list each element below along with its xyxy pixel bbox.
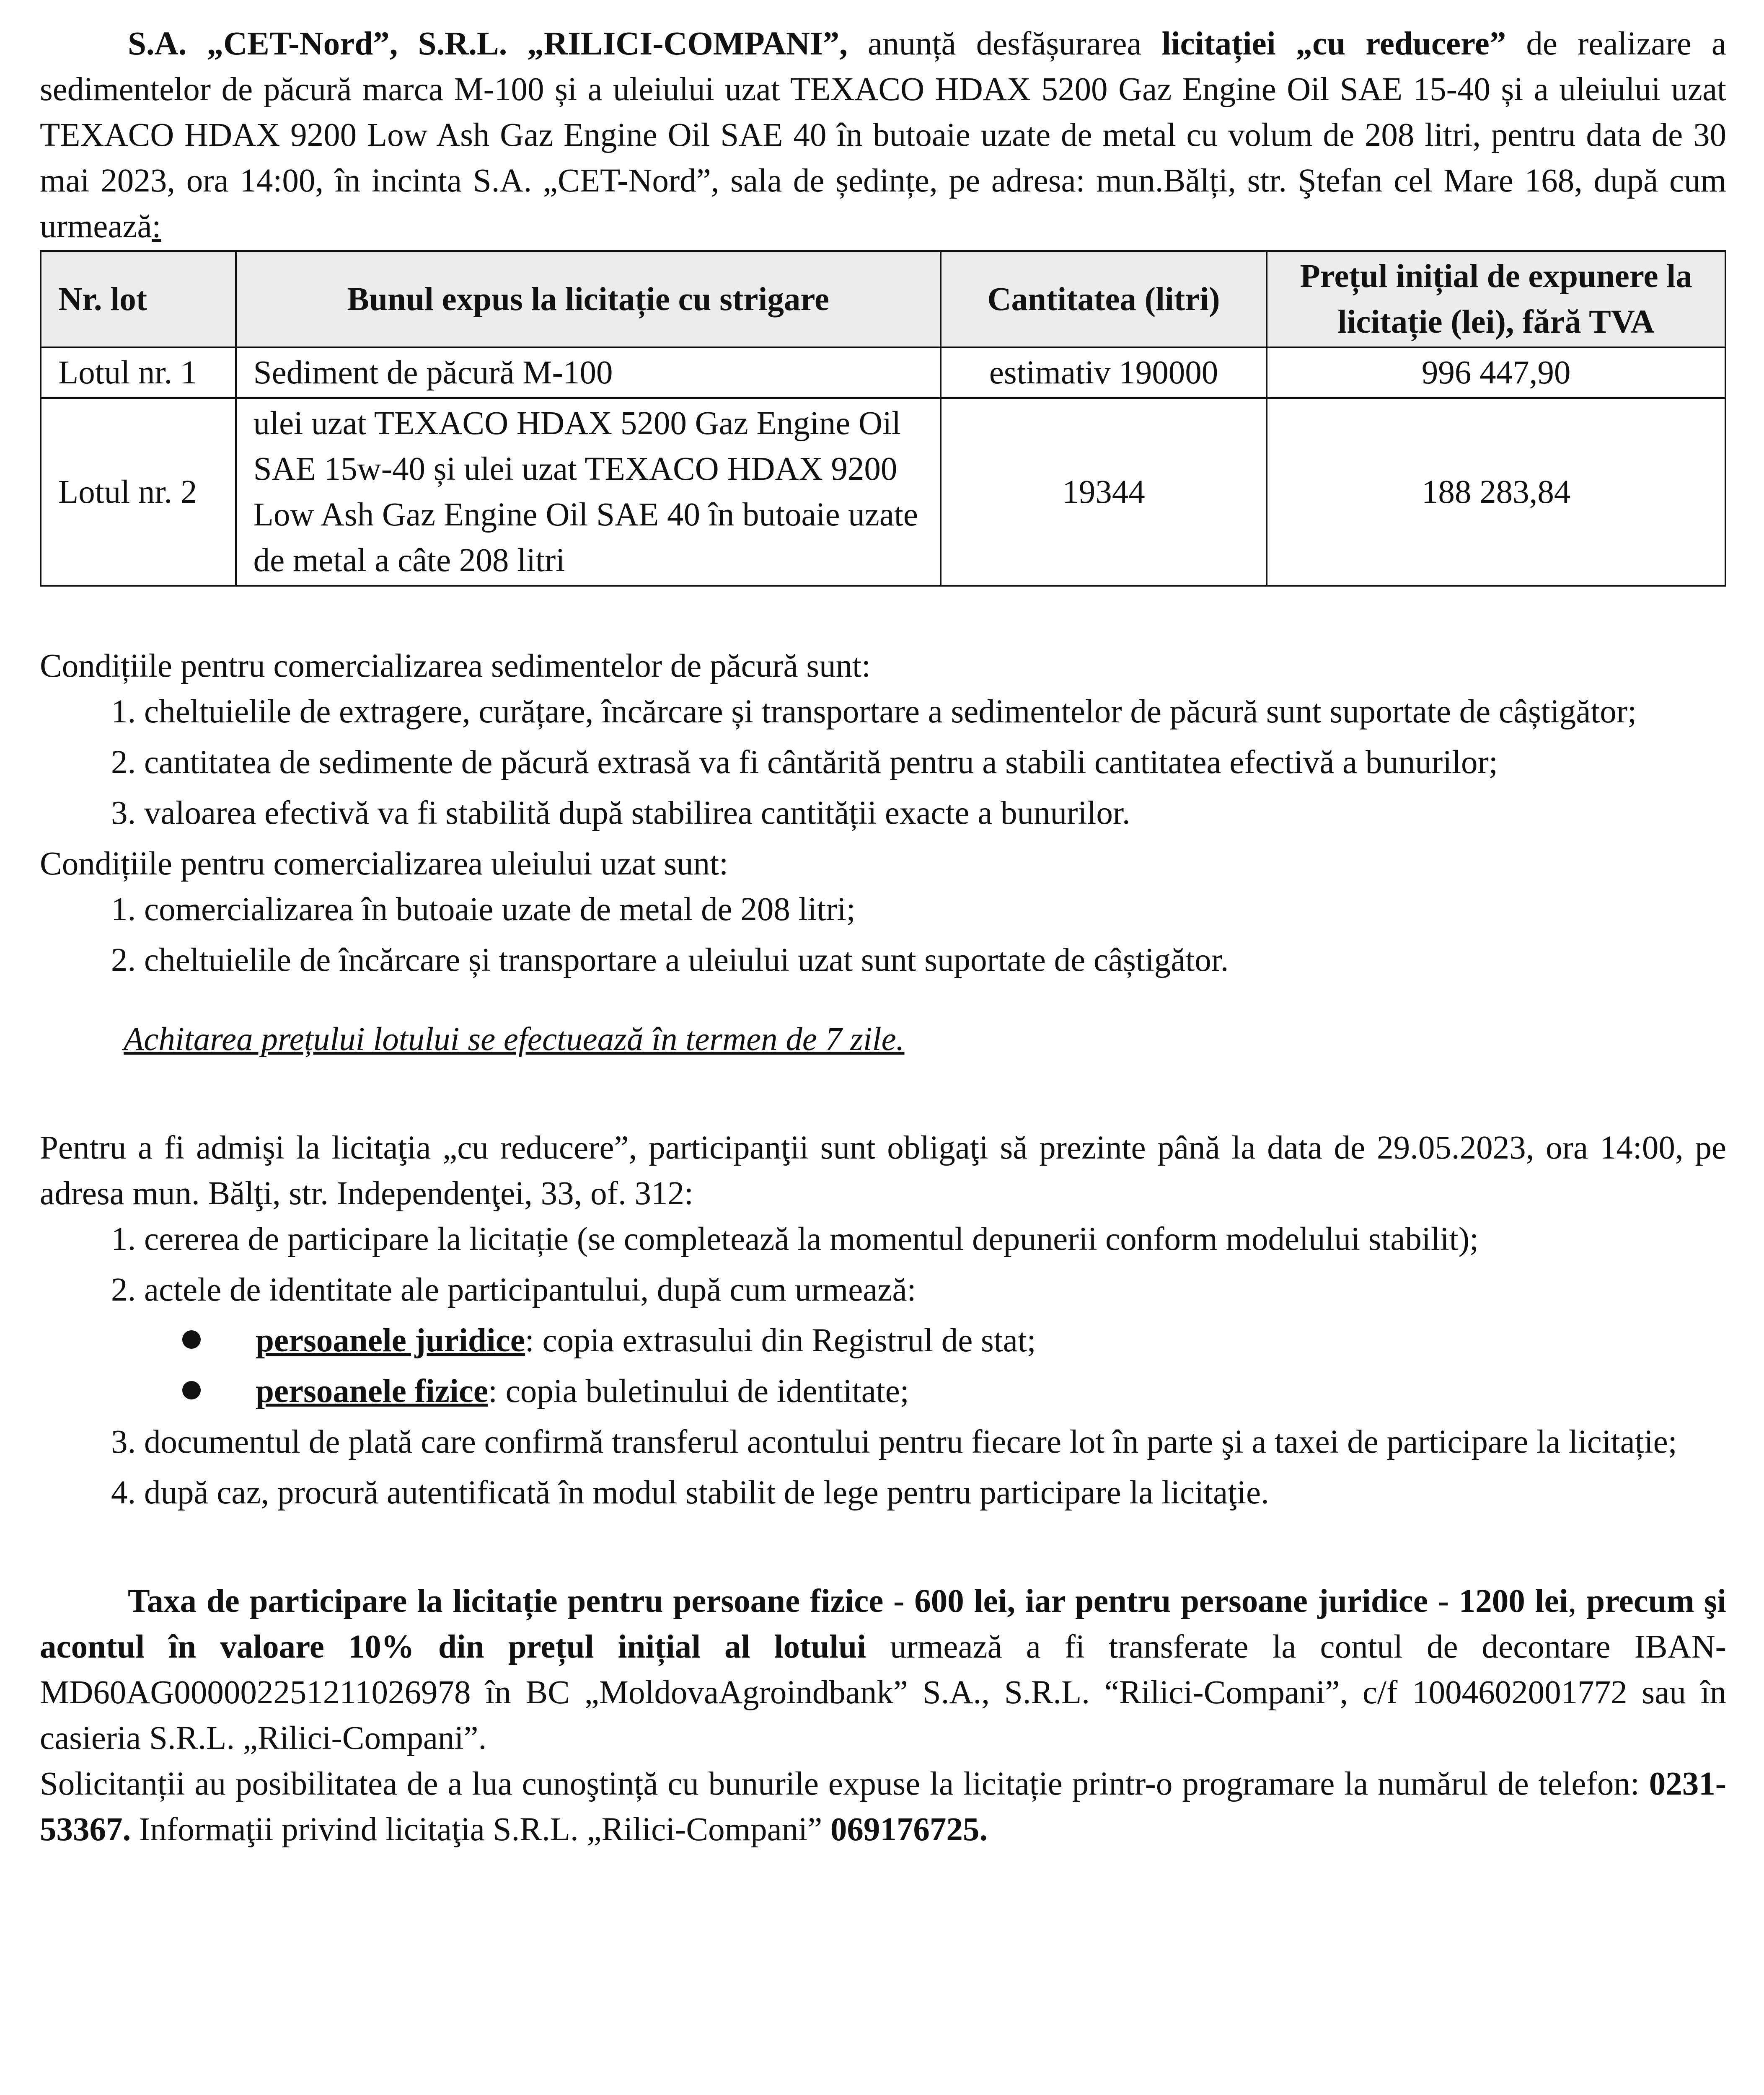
list-item: 2. cheltuielile de încărcare și transportare a uleiului uzat sunt suportate de câștigător. <box>111 942 1229 978</box>
bullet-text: : copia buletinului de identitate; <box>488 1373 909 1410</box>
lot-price-cell: 996 447,90 <box>1267 347 1725 398</box>
organizers: S.A. „CET-Nord”, S.R.L. „RILICI-COMPANI”, <box>128 26 848 62</box>
bullet-label: persoanele fizice <box>256 1373 488 1410</box>
header-lot-number: Nr. lot <box>41 251 236 347</box>
lot-quantity-cell: estimativ 190000 <box>941 347 1267 398</box>
list-item: 2. actele de identitate ale participantului, după cum urmează: <box>111 1272 916 1308</box>
admission-text: Pentru a fi admişi la licitaţia „cu reducere”, participanţii sunt obligaţi să prezinte până la data de 29.05.2023, ora 14:00, pe adresa mun. Bălţi, str. Independenţei, 33, of. 312: <box>40 1130 1726 1212</box>
header-item: Bunul expus la licitație cu strigare <box>236 251 941 347</box>
admission-section <box>40 1125 1726 1516</box>
bullet-icon <box>182 1381 201 1399</box>
bullet-icon <box>182 1330 201 1349</box>
fee-paragraph <box>40 1578 1726 1761</box>
bullet-label: persoanele juridice <box>256 1322 525 1359</box>
intro-paragraph <box>40 21 1726 249</box>
fee-amounts: Taxa de participare la licitație pentru persoane fizice - 600 lei, iar pentru persoane juridice - 1200 lei <box>128 1583 1568 1619</box>
fee-comma: , <box>1568 1583 1587 1619</box>
header-quantity: Cantitatea (litri) <box>941 251 1267 347</box>
payment-note: Achitarea prețului lotului se efectuează în termen de 7 zile. <box>124 1021 905 1058</box>
list-item: 2. cantitatea de sedimente de păcură extrasă va fi cântărită pentru a stabili cantitatea efectivă a bunurilor; <box>111 744 1498 781</box>
oil-conditions <box>40 841 1726 983</box>
table-row <box>41 347 1725 398</box>
list-item: 1. comercializarea în butoaie uzate de metal de 208 litri; <box>111 891 856 928</box>
intro-text-2: de realizare a sedimentelor de păcură marca M-100 și a uleiului uzat TEXACO HDAX 5200 Gaz Engine Oil SAE 15-40 și a uleiului uzat TEXACO HDAX 9200 Low Ash Gaz Engine Oil SAE 40 în butoaie uzate de metal cu volum de 208 litri, pentru data de 30 mai 2023, ora 14:00, în incinta S.A. „CET-Nord”, sala de ședințe, pe adresa: mun.Bălți, str. Ştefan cel Mare 168, după cum urmează <box>40 26 1726 245</box>
sediment-conditions <box>40 643 1726 836</box>
lot-price-cell: 188 283,84 <box>1267 398 1725 586</box>
list-item <box>182 1368 1726 1414</box>
table-row <box>41 398 1725 586</box>
fee-deposit: precum şi acontul în valoare 10% din prețul inițial al lotului <box>40 1583 1726 1665</box>
oil-conditions-title: Condițiile pentru comercializarea uleiului uzat sunt: <box>40 846 729 882</box>
bullet-text: : copia extrasului din Registrul de stat; <box>525 1322 1036 1359</box>
list-item: 1. cheltuielile de extragere, curățare, încărcare și transportare a sedimentelor de păcură sunt suportate de câștigător; <box>111 693 1637 730</box>
list-item <box>182 1318 1726 1363</box>
table-header-row <box>41 251 1725 347</box>
list-item: 1. cererea de participare la licitație (se completează la momentul depunerii conform modelului stabilit); <box>111 1221 1479 1257</box>
intro-text-1: anunță desfășurarea <box>847 26 1162 62</box>
notice-document <box>40 21 1726 1852</box>
lots-table <box>40 250 1726 587</box>
admission-list-cont <box>40 1419 1726 1516</box>
auction-type: licitației „cu reducere” <box>1161 26 1506 62</box>
header-price: Prețul inițial de expunere la licitație (lei), fără TVA <box>1267 251 1725 347</box>
contact-phone-1: 0231-53367. <box>40 1766 1726 1848</box>
list-item: 4. după caz, procură autentificată în modul stabilit de lege pentru participare la licitaţie. <box>111 1474 1269 1511</box>
contact-paragraph <box>40 1761 1726 1852</box>
oil-conditions-list <box>40 887 1726 983</box>
contact-text-2: Informaţii privind licitaţia S.R.L. „Rilici-Compani” <box>131 1811 830 1848</box>
intro-colon: : <box>152 208 161 245</box>
list-item: 3. valoarea efectivă va fi stabilită după stabilirea cantității exacte a bunurilor. <box>111 795 1130 831</box>
identity-bullets <box>40 1318 1726 1414</box>
fee-text: urmează a fi transferate la contul de decontare IBAN-MD60AG000002251211026978 în BC „MoldovaAgroindbank” S.A., S.R.L. “Rilici-Compani”, c/f 1004602001772 sau în casieria S.R.L. „Rilici-Compani”. <box>40 1629 1726 1756</box>
lot-number-cell: Lotul nr. 1 <box>41 347 236 398</box>
lot-quantity-cell: 19344 <box>941 398 1267 586</box>
lot-item-cell: Sediment de păcură M-100 <box>236 347 941 398</box>
sediment-conditions-title: Condițiile pentru comercializarea sedimentelor de păcură sunt: <box>40 648 871 684</box>
lot-number-cell: Lotul nr. 2 <box>41 398 236 586</box>
sediment-conditions-list <box>40 689 1726 836</box>
lot-item-cell: ulei uzat TEXACO HDAX 5200 Gaz Engine Oil SAE 15w-40 și ulei uzat TEXACO HDAX 9200 Low Ash Gaz Engine Oil SAE 40 în butoaie uzate de metal a câte 208 litri <box>236 398 941 586</box>
admission-list <box>40 1216 1726 1313</box>
list-item: 3. documentul de plată care confirmă transferul acontului pentru fiecare lot în parte şi a taxei de participare la licitație; <box>111 1424 1677 1460</box>
contact-text-1: Solicitanții au posibilitatea de a lua cunoştință cu bunurile expuse la licitație printr-o programare la numărul de telefon: <box>40 1766 1649 1802</box>
contact-phone-2: 069176725. <box>830 1811 988 1848</box>
